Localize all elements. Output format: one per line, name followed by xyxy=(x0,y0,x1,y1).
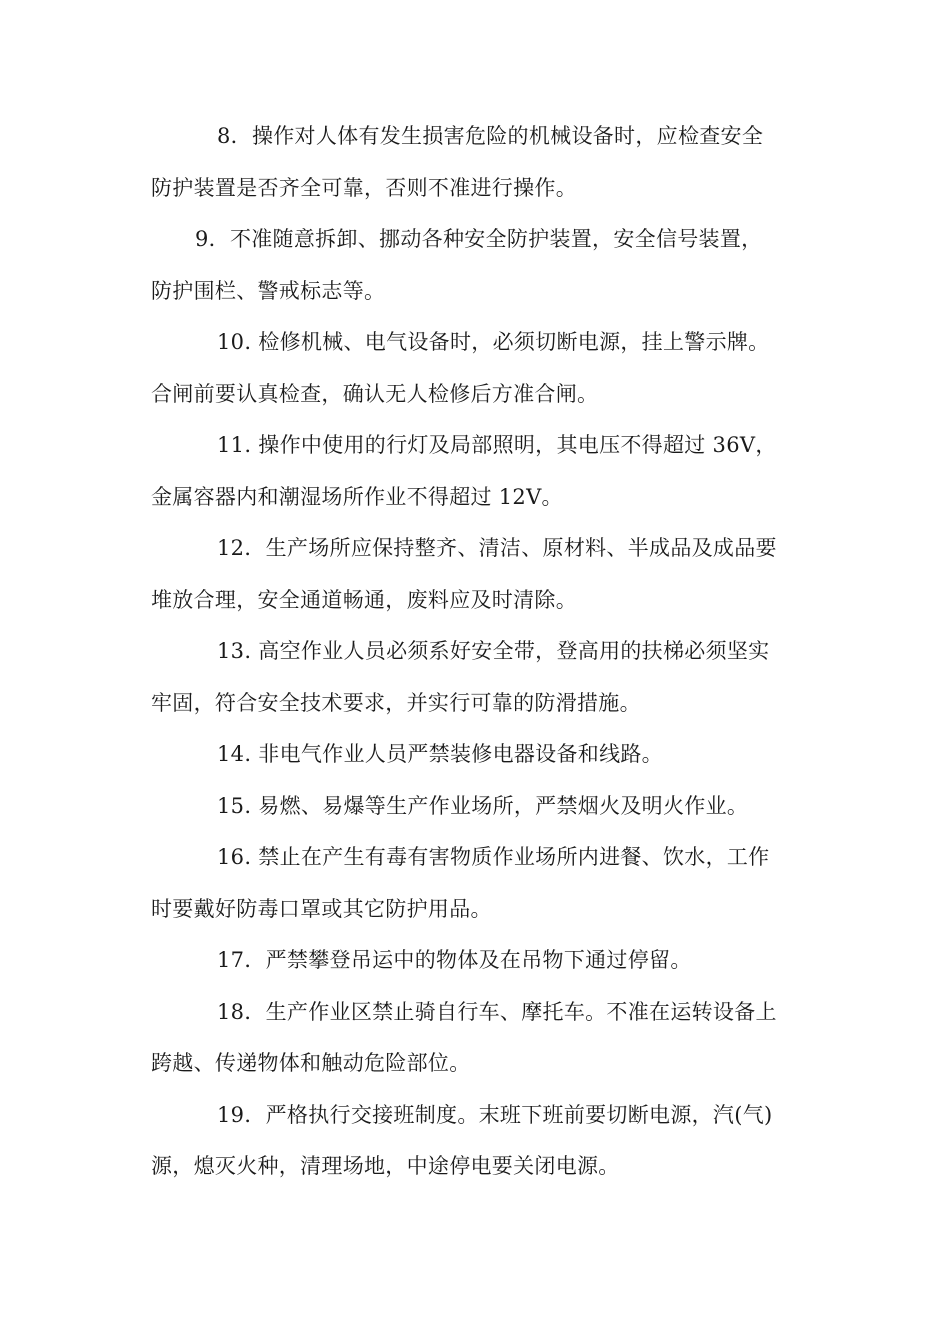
paragraph-line: 8．操作对人体有发生损害危险的机械设备时，应检查安全 xyxy=(217,124,764,148)
paragraph-line: 金属容器内和潮湿场所作业不得超过 12V。 xyxy=(151,484,563,509)
rule-item-8 xyxy=(151,111,801,214)
rule-item-15 xyxy=(151,781,801,833)
paragraph-line: 防护装置是否齐全可靠，否则不准进行操作。 xyxy=(151,175,577,200)
rule-item-13 xyxy=(151,626,801,729)
paragraph-line: 牢固，符合安全技术要求，并实行可靠的防滑措施。 xyxy=(151,690,641,715)
paragraph-line: 11. 操作中使用的行灯及局部照明，其电压不得超过 36V， xyxy=(217,433,777,457)
paragraph-line: 时要戴好防毒口罩或其它防护用品。 xyxy=(151,896,492,921)
paragraph-line: 防护围栏、警戒标志等。 xyxy=(151,278,386,303)
rule-item-11 xyxy=(151,420,801,523)
rule-item-10 xyxy=(151,317,801,420)
rule-item-9 xyxy=(151,214,801,317)
rule-item-17 xyxy=(151,935,801,987)
rule-item-19 xyxy=(151,1090,801,1193)
rule-item-12 xyxy=(151,523,801,626)
rule-item-14 xyxy=(151,729,801,781)
rule-item-18 xyxy=(151,987,801,1090)
paragraph-line: 14. 非电气作业人员严禁装修电器设备和线路。 xyxy=(217,742,663,766)
paragraph-line: 12．生产场所应保持整齐、清洁、原材料、半成品及成品要 xyxy=(217,536,777,560)
paragraph-line: 16. 禁止在产生有毒有害物质作业场所内进餐、饮水，工作 xyxy=(217,845,770,869)
paragraph-line: 15. 易燃、易爆等生产作业场所，严禁烟火及明火作业。 xyxy=(217,793,749,818)
paragraph-line: 17．严禁攀登吊运中的物体及在吊物下通过停留。 xyxy=(217,948,692,972)
rule-item-16 xyxy=(151,832,801,935)
paragraph-line: 10. 检修机械、电气设备时，必须切断电源，挂上警示牌。 xyxy=(217,330,770,354)
paragraph-line: 9．不准随意拆卸、挪动各种安全防护装置，安全信号装置， xyxy=(195,227,763,251)
paragraph-line: 13. 高空作业人员必须系好安全带，登高用的扶梯必须坚实 xyxy=(217,639,770,663)
paragraph-line: 合闸前要认真检查，确认无人检修后方准合闸。 xyxy=(151,381,599,406)
paragraph-line: 19．严格执行交接班制度。末班下班前要切断电源，汽(气) xyxy=(217,1102,773,1127)
document-body xyxy=(151,111,801,1193)
paragraph-line: 源，熄灭火种，清理场地，中途停电要关闭电源。 xyxy=(151,1154,620,1178)
paragraph-line: 18．生产作业区禁止骑自行车、摩托车。不准在运转设备上 xyxy=(217,999,777,1024)
paragraph-line: 堆放合理，安全通道畅通，废料应及时清除。 xyxy=(151,587,577,612)
paragraph-line: 跨越、传递物体和触动危险部位。 xyxy=(151,1051,471,1075)
